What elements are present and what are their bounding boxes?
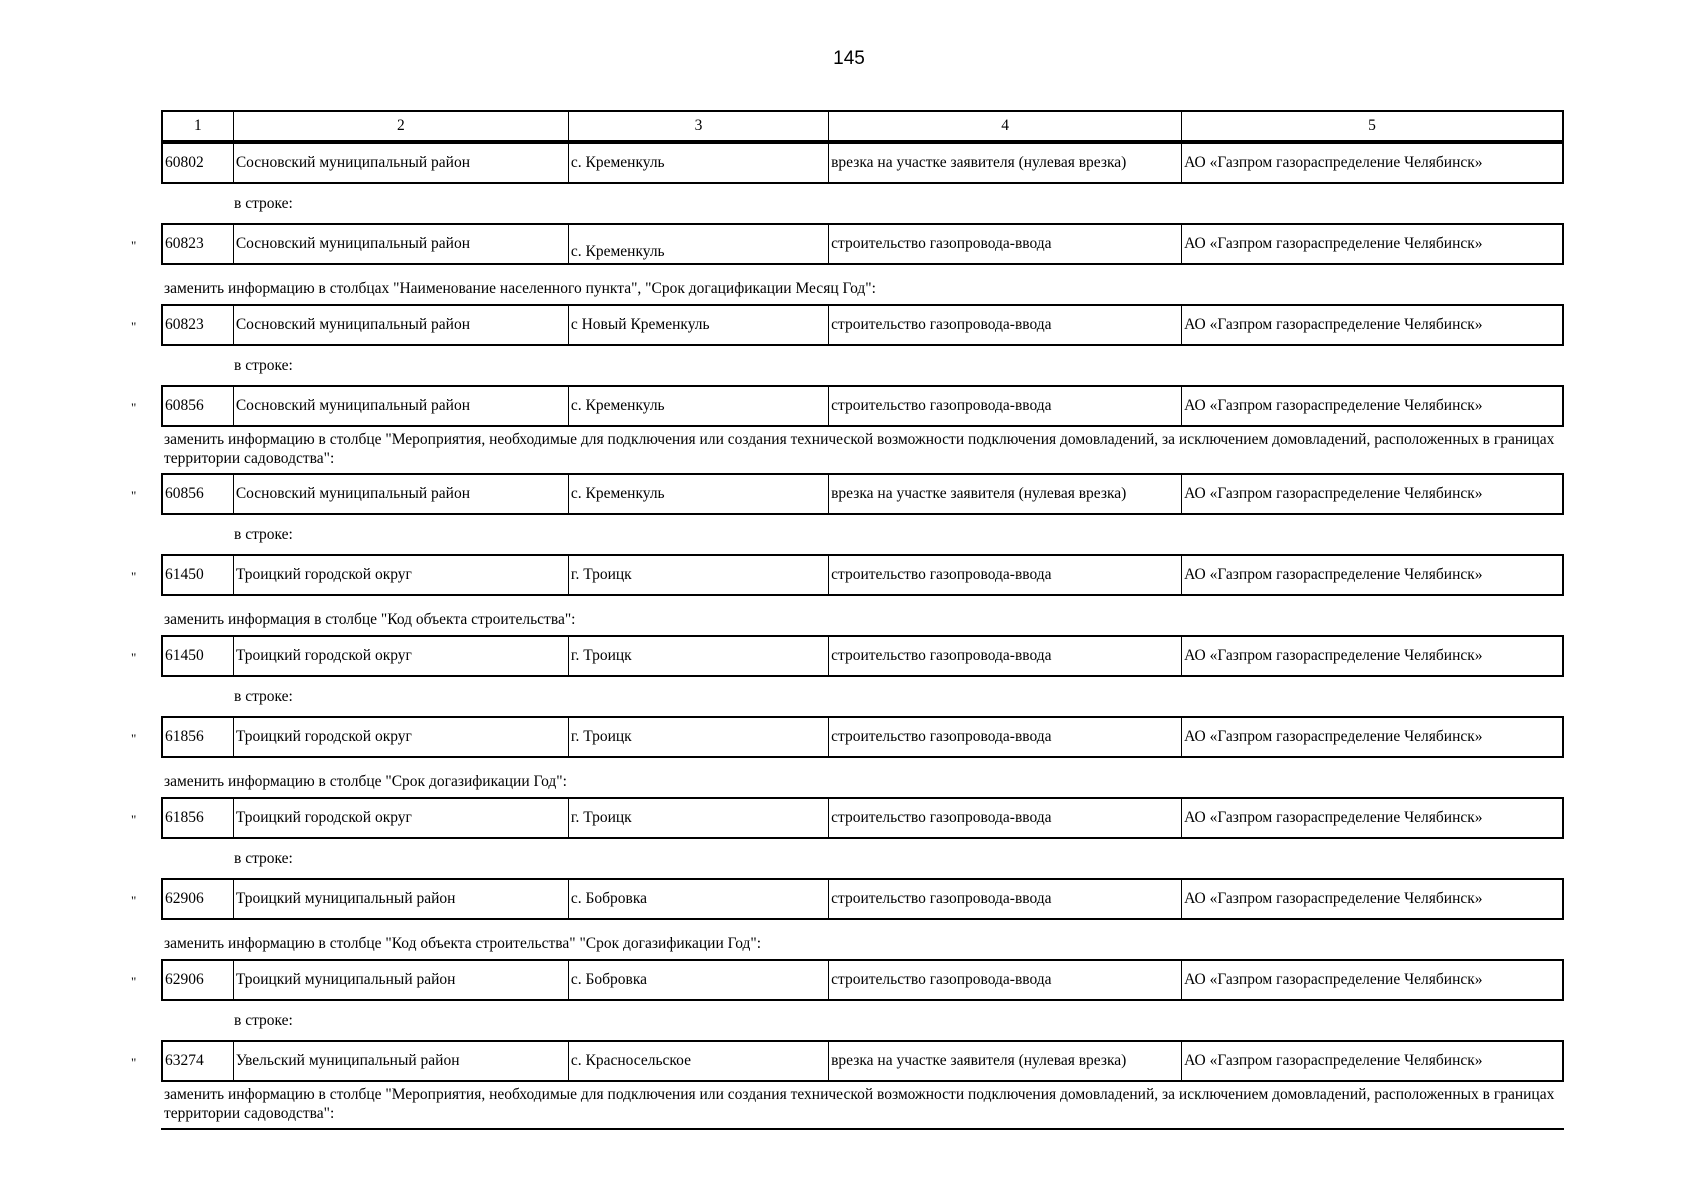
organization-cell: АО «Газпром газораспределение Челябинск»: [1181, 637, 1562, 675]
table-row: [161, 304, 1564, 346]
code-cell: 61450: [165, 566, 204, 583]
table-row: [161, 385, 1564, 427]
code-cell: 60856: [165, 397, 204, 414]
table-row: [161, 959, 1564, 1001]
organization-cell: АО «Газпром газораспределение Челябинск»: [1181, 799, 1562, 837]
settlement-cell: с. Красносельское: [568, 1042, 828, 1080]
column-number-4: 4: [828, 112, 1181, 140]
organization-cell: АО «Газпром газораспределение Челябинск»: [1181, 961, 1562, 999]
code-cell: 60823: [165, 316, 204, 333]
table-row: [161, 554, 1564, 596]
settlement-cell: г. Троицк: [568, 799, 828, 837]
measure-cell: строительство газопровода-ввода: [828, 961, 1181, 999]
organization-cell: АО «Газпром газораспределение Челябинск»: [1181, 880, 1562, 918]
code-cell: 61856: [165, 809, 204, 826]
organization-cell: АО «Газпром газораспределение Челябинск»: [1181, 306, 1562, 344]
settlement-cell: с. Кременкуль: [568, 225, 828, 263]
code-cell: 60856: [165, 485, 204, 502]
code-cell: 61856: [165, 728, 204, 745]
district-cell: Троицкий муниципальный район: [233, 880, 568, 918]
measure-cell: строительство газопровода-ввода: [828, 718, 1181, 756]
organization-cell: АО «Газпром газораспределение Челябинск»: [1181, 556, 1562, 594]
quote-mark: ": [131, 1055, 137, 1070]
quote-mark: ": [131, 650, 137, 665]
measure-cell: строительство газопровода-ввода: [828, 799, 1181, 837]
district-cell: Троицкий городской округ: [233, 718, 568, 756]
table-row: [161, 223, 1564, 265]
quote-mark: ": [131, 812, 137, 827]
organization-cell: АО «Газпром газораспределение Челябинск»: [1181, 225, 1562, 263]
code-cell: 60823: [165, 235, 204, 252]
in-row-note: в строке:: [234, 195, 293, 212]
table-header-row: [161, 110, 1564, 142]
organization-cell: АО «Газпром газораспределение Челябинск»: [1181, 1042, 1562, 1080]
settlement-cell: г. Троицк: [568, 718, 828, 756]
district-cell: Троицкий городской округ: [233, 799, 568, 837]
table-row: [161, 878, 1564, 920]
page-number: 145: [833, 48, 865, 69]
code-cell: 61450: [165, 647, 204, 664]
column-number-5: 5: [1181, 112, 1562, 140]
settlement-cell: с. Бобровка: [568, 961, 828, 999]
replace-note: заменить информацию в столбце "Мероприятия, необходимые для подключения или создания технической возможности подключения домовладений, за исключением домовладений, расположенных в границах территории садоводства":: [164, 431, 1555, 467]
in-row-note: в строке:: [234, 1012, 293, 1029]
settlement-cell: с. Бобровка: [568, 880, 828, 918]
measure-cell: врезка на участке заявителя (нулевая врезка): [828, 144, 1181, 182]
organization-cell: АО «Газпром газораспределение Челябинск»: [1181, 387, 1562, 425]
district-cell: Троицкий муниципальный район: [233, 961, 568, 999]
quote-mark: ": [131, 974, 137, 989]
organization-cell: АО «Газпром газораспределение Челябинск»: [1181, 144, 1562, 182]
district-cell: Троицкий городской округ: [233, 637, 568, 675]
district-cell: Сосновский муниципальный район: [233, 144, 568, 182]
measure-cell: строительство газопровода-ввода: [828, 225, 1181, 263]
district-cell: Троицкий городской округ: [233, 556, 568, 594]
measure-cell: строительство газопровода-ввода: [828, 637, 1181, 675]
measure-cell: строительство газопровода-ввода: [828, 387, 1181, 425]
column-number-1: 1: [194, 117, 202, 134]
district-cell: Увельский муниципальный район: [233, 1042, 568, 1080]
quote-mark: ": [131, 569, 137, 584]
district-cell: Сосновский муниципальный район: [233, 475, 568, 513]
table-row: [161, 473, 1564, 515]
measure-cell: врезка на участке заявителя (нулевая врезка): [828, 1042, 1181, 1080]
district-cell: Сосновский муниципальный район: [233, 225, 568, 263]
replace-note: заменить информацию в столбцах "Наименование населенного пункта", "Срок догацификации Месяц Год":: [164, 280, 876, 297]
code-cell: 62906: [165, 971, 204, 988]
measure-cell: врезка на участке заявителя (нулевая врезка): [828, 475, 1181, 513]
settlement-cell: с Новый Кременкуль: [568, 306, 828, 344]
column-number-2: 2: [233, 112, 568, 140]
quote-mark: ": [131, 319, 137, 334]
settlement-cell: с. Кременкуль: [568, 144, 828, 182]
quote-mark: ": [131, 400, 137, 415]
measure-cell: строительство газопровода-ввода: [828, 556, 1181, 594]
replace-note: заменить информацию в столбце "Код объекта строительства" "Срок догазификации Год":: [164, 935, 762, 952]
table-row: [161, 142, 1564, 184]
replace-note: заменить информацию в столбце "Срок догазификации Год":: [164, 773, 567, 790]
organization-cell: АО «Газпром газораспределение Челябинск»: [1181, 475, 1562, 513]
bottom-rule: [161, 1128, 1564, 1130]
table-row: [161, 716, 1564, 758]
in-row-note: в строке:: [234, 357, 293, 374]
settlement-cell: г. Троицк: [568, 637, 828, 675]
measure-cell: строительство газопровода-ввода: [828, 880, 1181, 918]
district-cell: Сосновский муниципальный район: [233, 306, 568, 344]
district-cell: Сосновский муниципальный район: [233, 387, 568, 425]
in-row-note: в строке:: [234, 526, 293, 543]
code-cell: 60802: [165, 154, 204, 171]
quote-mark: ": [131, 731, 137, 746]
table-row: [161, 797, 1564, 839]
settlement-cell: с. Кременкуль: [568, 475, 828, 513]
in-row-note: в строке:: [234, 850, 293, 867]
replace-note: заменить информацию в столбце "Мероприятия, необходимые для подключения или создания технической возможности подключения домовладений, за исключением домовладений, расположенных в границах территории садоводства":: [164, 1086, 1555, 1122]
organization-cell: АО «Газпром газораспределение Челябинск»: [1181, 718, 1562, 756]
settlement-cell: г. Троицк: [568, 556, 828, 594]
quote-mark: ": [131, 488, 137, 503]
replace-note: заменить информация в столбце "Код объекта строительства":: [164, 611, 576, 628]
settlement-cell: с. Кременкуль: [568, 387, 828, 425]
quote-mark: ": [131, 238, 137, 253]
column-number-3: 3: [568, 112, 828, 140]
table-row: [161, 1040, 1564, 1082]
code-cell: 62906: [165, 890, 204, 907]
table-row: [161, 635, 1564, 677]
in-row-note: в строке:: [234, 688, 293, 705]
measure-cell: строительство газопровода-ввода: [828, 306, 1181, 344]
code-cell: 63274: [165, 1052, 204, 1069]
quote-mark: ": [131, 893, 137, 908]
